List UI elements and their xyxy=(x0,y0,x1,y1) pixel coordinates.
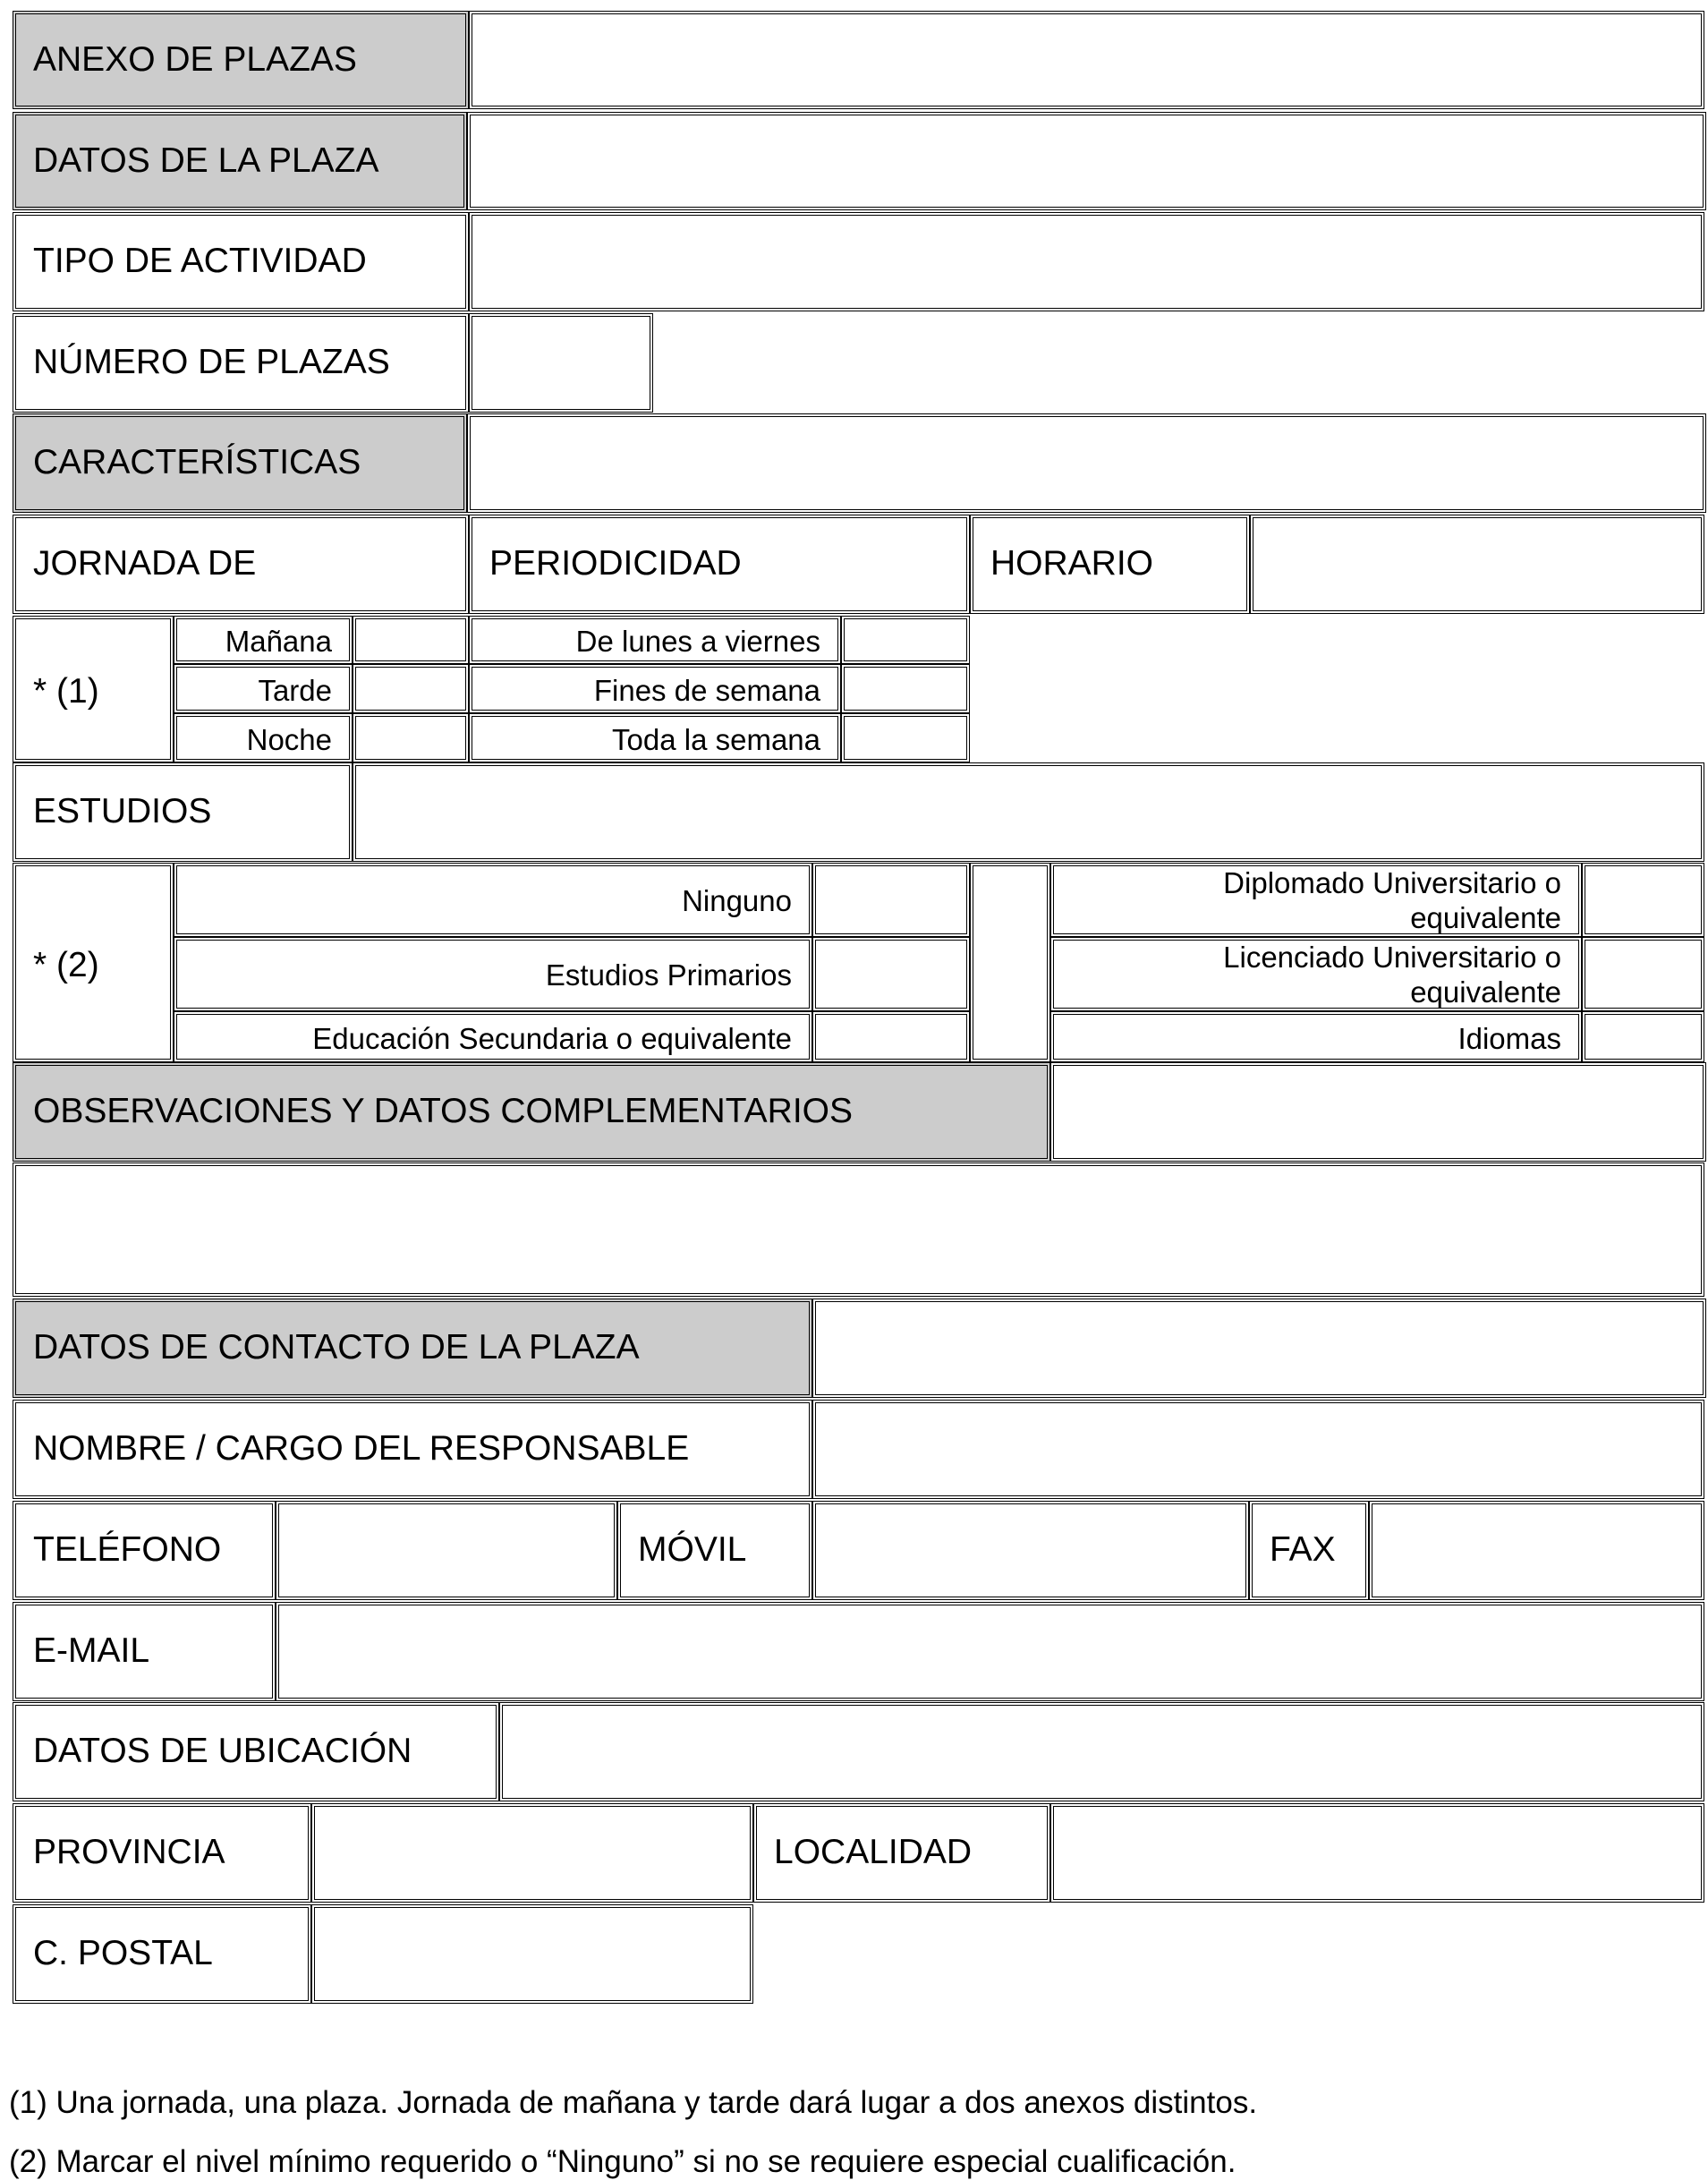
provincia-label: PROVINCIA xyxy=(33,1833,225,1871)
estudios-option-label: Ninguno xyxy=(682,884,792,917)
datos-plaza-label: DATOS DE LA PLAZA xyxy=(33,141,379,180)
estudios-licenciado-checkbox[interactable] xyxy=(1582,937,1704,1011)
telefono-label: TELÉFONO xyxy=(33,1530,222,1569)
contacto-label: DATOS DE CONTACTO DE LA PLAZA xyxy=(33,1328,640,1367)
anexo-title: ANEXO DE PLAZAS xyxy=(33,40,357,79)
jornada-label-cell xyxy=(13,515,469,614)
estudios-diplomado-checkbox[interactable] xyxy=(1582,863,1704,937)
responsable-label: NOMBRE / CARGO DEL RESPONSABLE xyxy=(33,1429,690,1468)
note1-marker-cell xyxy=(13,616,174,762)
estudios-option-secundaria xyxy=(174,1011,812,1062)
telefono-label-cell xyxy=(13,1501,276,1600)
observaciones-field[interactable] xyxy=(13,1162,1704,1297)
email-label-cell xyxy=(13,1602,276,1701)
estudios-option-label-line2: equivalente xyxy=(1410,901,1561,934)
estudios-option-label: Idiomas xyxy=(1457,1022,1561,1055)
jornada-option-tarde xyxy=(174,664,353,713)
estudios-primarios-checkbox[interactable] xyxy=(812,937,970,1011)
estudios-option-primarios xyxy=(174,937,812,1011)
movil-label: MÓVIL xyxy=(638,1530,747,1569)
periodicidad-option-label: Toda la semana xyxy=(612,723,820,756)
cpostal-label: C. POSTAL xyxy=(33,1934,213,1972)
provincia-field[interactable] xyxy=(311,1803,753,1903)
movil-field[interactable] xyxy=(812,1501,1249,1600)
ubicacion-label: DATOS DE UBICACIÓN xyxy=(33,1732,412,1770)
jornada-tarde-checkbox[interactable] xyxy=(353,664,469,713)
periodicidad-label-cell xyxy=(469,515,970,614)
estudios-option-label: Educación Secundaria o equivalente xyxy=(312,1022,792,1055)
estudios-option-label-line2: equivalente xyxy=(1410,975,1561,1009)
jornada-option-label: Mañana xyxy=(225,625,332,658)
email-label: E-MAIL xyxy=(33,1631,150,1670)
observaciones-blank xyxy=(1050,1062,1706,1162)
localidad-field[interactable] xyxy=(1050,1803,1704,1903)
note1-marker: * (1) xyxy=(33,672,99,711)
fax-label: FAX xyxy=(1270,1530,1336,1569)
note2-marker: * (2) xyxy=(33,946,99,984)
periodicidad-option-lunes-viernes xyxy=(469,616,841,664)
localidad-label-cell xyxy=(753,1803,1050,1903)
responsable-field[interactable] xyxy=(812,1400,1704,1499)
anexo-header-cell xyxy=(13,11,469,109)
caracteristicas-label: CARACTERÍSTICAS xyxy=(33,443,361,481)
estudios-label: ESTUDIOS xyxy=(33,792,212,830)
horario-label: HORARIO xyxy=(990,544,1154,583)
ubicacion-field[interactable] xyxy=(499,1702,1704,1801)
caracteristicas-blank xyxy=(467,413,1706,513)
estudios-label-cell xyxy=(13,762,353,862)
numero-plazas-field[interactable] xyxy=(469,313,653,413)
observaciones-header-cell xyxy=(13,1062,1050,1162)
jornada-noche-checkbox[interactable] xyxy=(353,713,469,762)
periodicidad-option-label: De lunes a viernes xyxy=(575,625,820,658)
estudios-option-idiomas xyxy=(1050,1011,1582,1062)
note2-marker-cell xyxy=(13,863,174,1062)
estudios-option-licenciado xyxy=(1050,937,1582,1011)
fax-label-cell xyxy=(1249,1501,1369,1600)
estudios-option-diplomado xyxy=(1050,863,1582,937)
estudios-option-label-line1: Licenciado Universitario o xyxy=(1223,941,1561,974)
estudios-option-ninguno xyxy=(174,863,812,937)
horario-field[interactable] xyxy=(1250,515,1704,614)
datos-plaza-header-cell xyxy=(13,112,467,210)
email-field[interactable] xyxy=(276,1602,1704,1701)
observaciones-label: OBSERVACIONES Y DATOS COMPLEMENTARIOS xyxy=(33,1092,854,1130)
periodicidad-lunes-viernes-checkbox[interactable] xyxy=(841,616,970,664)
tipo-actividad-label-cell xyxy=(13,212,469,311)
periodicidad-option-fines-semana xyxy=(469,664,841,713)
movil-label-cell xyxy=(617,1501,812,1600)
estudios-ninguno-checkbox[interactable] xyxy=(812,863,970,937)
anexo-field[interactable] xyxy=(469,11,1704,109)
periodicidad-toda-semana-checkbox[interactable] xyxy=(841,713,970,762)
estudios-field[interactable] xyxy=(353,762,1704,862)
tipo-actividad-label: TIPO DE ACTIVIDAD xyxy=(33,242,367,280)
jornada-manana-checkbox[interactable] xyxy=(353,616,469,664)
numero-plazas-label: NÚMERO DE PLAZAS xyxy=(33,343,390,381)
periodicidad-option-label: Fines de semana xyxy=(593,674,820,707)
ubicacion-label-cell xyxy=(13,1702,499,1801)
footnote-1: (1) Una jornada, una plaza. Jornada de mañana y tarde dará lugar a dos anexos distintos. xyxy=(9,2085,1258,2120)
jornada-option-noche xyxy=(174,713,353,762)
contacto-header-cell xyxy=(13,1299,812,1398)
footnote-2: (2) Marcar el nivel mínimo requerido o “Ninguno” si no se requiere especial cualificación. xyxy=(9,2144,1236,2179)
telefono-field[interactable] xyxy=(276,1501,617,1600)
caracteristicas-header-cell xyxy=(13,413,467,513)
tipo-actividad-field[interactable] xyxy=(469,212,1704,311)
periodicidad-fines-semana-checkbox[interactable] xyxy=(841,664,970,713)
periodicidad-option-toda-semana xyxy=(469,713,841,762)
numero-plazas-label-cell xyxy=(13,313,469,413)
contacto-blank xyxy=(812,1299,1706,1398)
jornada-option-label: Noche xyxy=(246,723,332,756)
estudios-option-label-line1: Diplomado Universitario o xyxy=(1223,866,1561,899)
jornada-option-manana xyxy=(174,616,353,664)
datos-plaza-blank xyxy=(467,112,1706,210)
fax-field[interactable] xyxy=(1369,1501,1704,1600)
periodicidad-label: PERIODICIDAD xyxy=(489,544,742,583)
estudios-secundaria-checkbox[interactable] xyxy=(812,1011,970,1062)
jornada-option-label: Tarde xyxy=(258,674,332,707)
cpostal-field[interactable] xyxy=(311,1904,753,2004)
estudios-spacer-cell xyxy=(970,863,1050,1062)
estudios-idiomas-checkbox[interactable] xyxy=(1582,1011,1704,1062)
jornada-label: JORNADA DE xyxy=(33,544,257,583)
cpostal-label-cell xyxy=(13,1904,311,2004)
horario-label-cell xyxy=(970,515,1250,614)
responsable-label-cell xyxy=(13,1400,812,1499)
estudios-option-label: Estudios Primarios xyxy=(545,958,792,992)
localidad-label: LOCALIDAD xyxy=(774,1833,973,1871)
provincia-label-cell xyxy=(13,1803,311,1903)
